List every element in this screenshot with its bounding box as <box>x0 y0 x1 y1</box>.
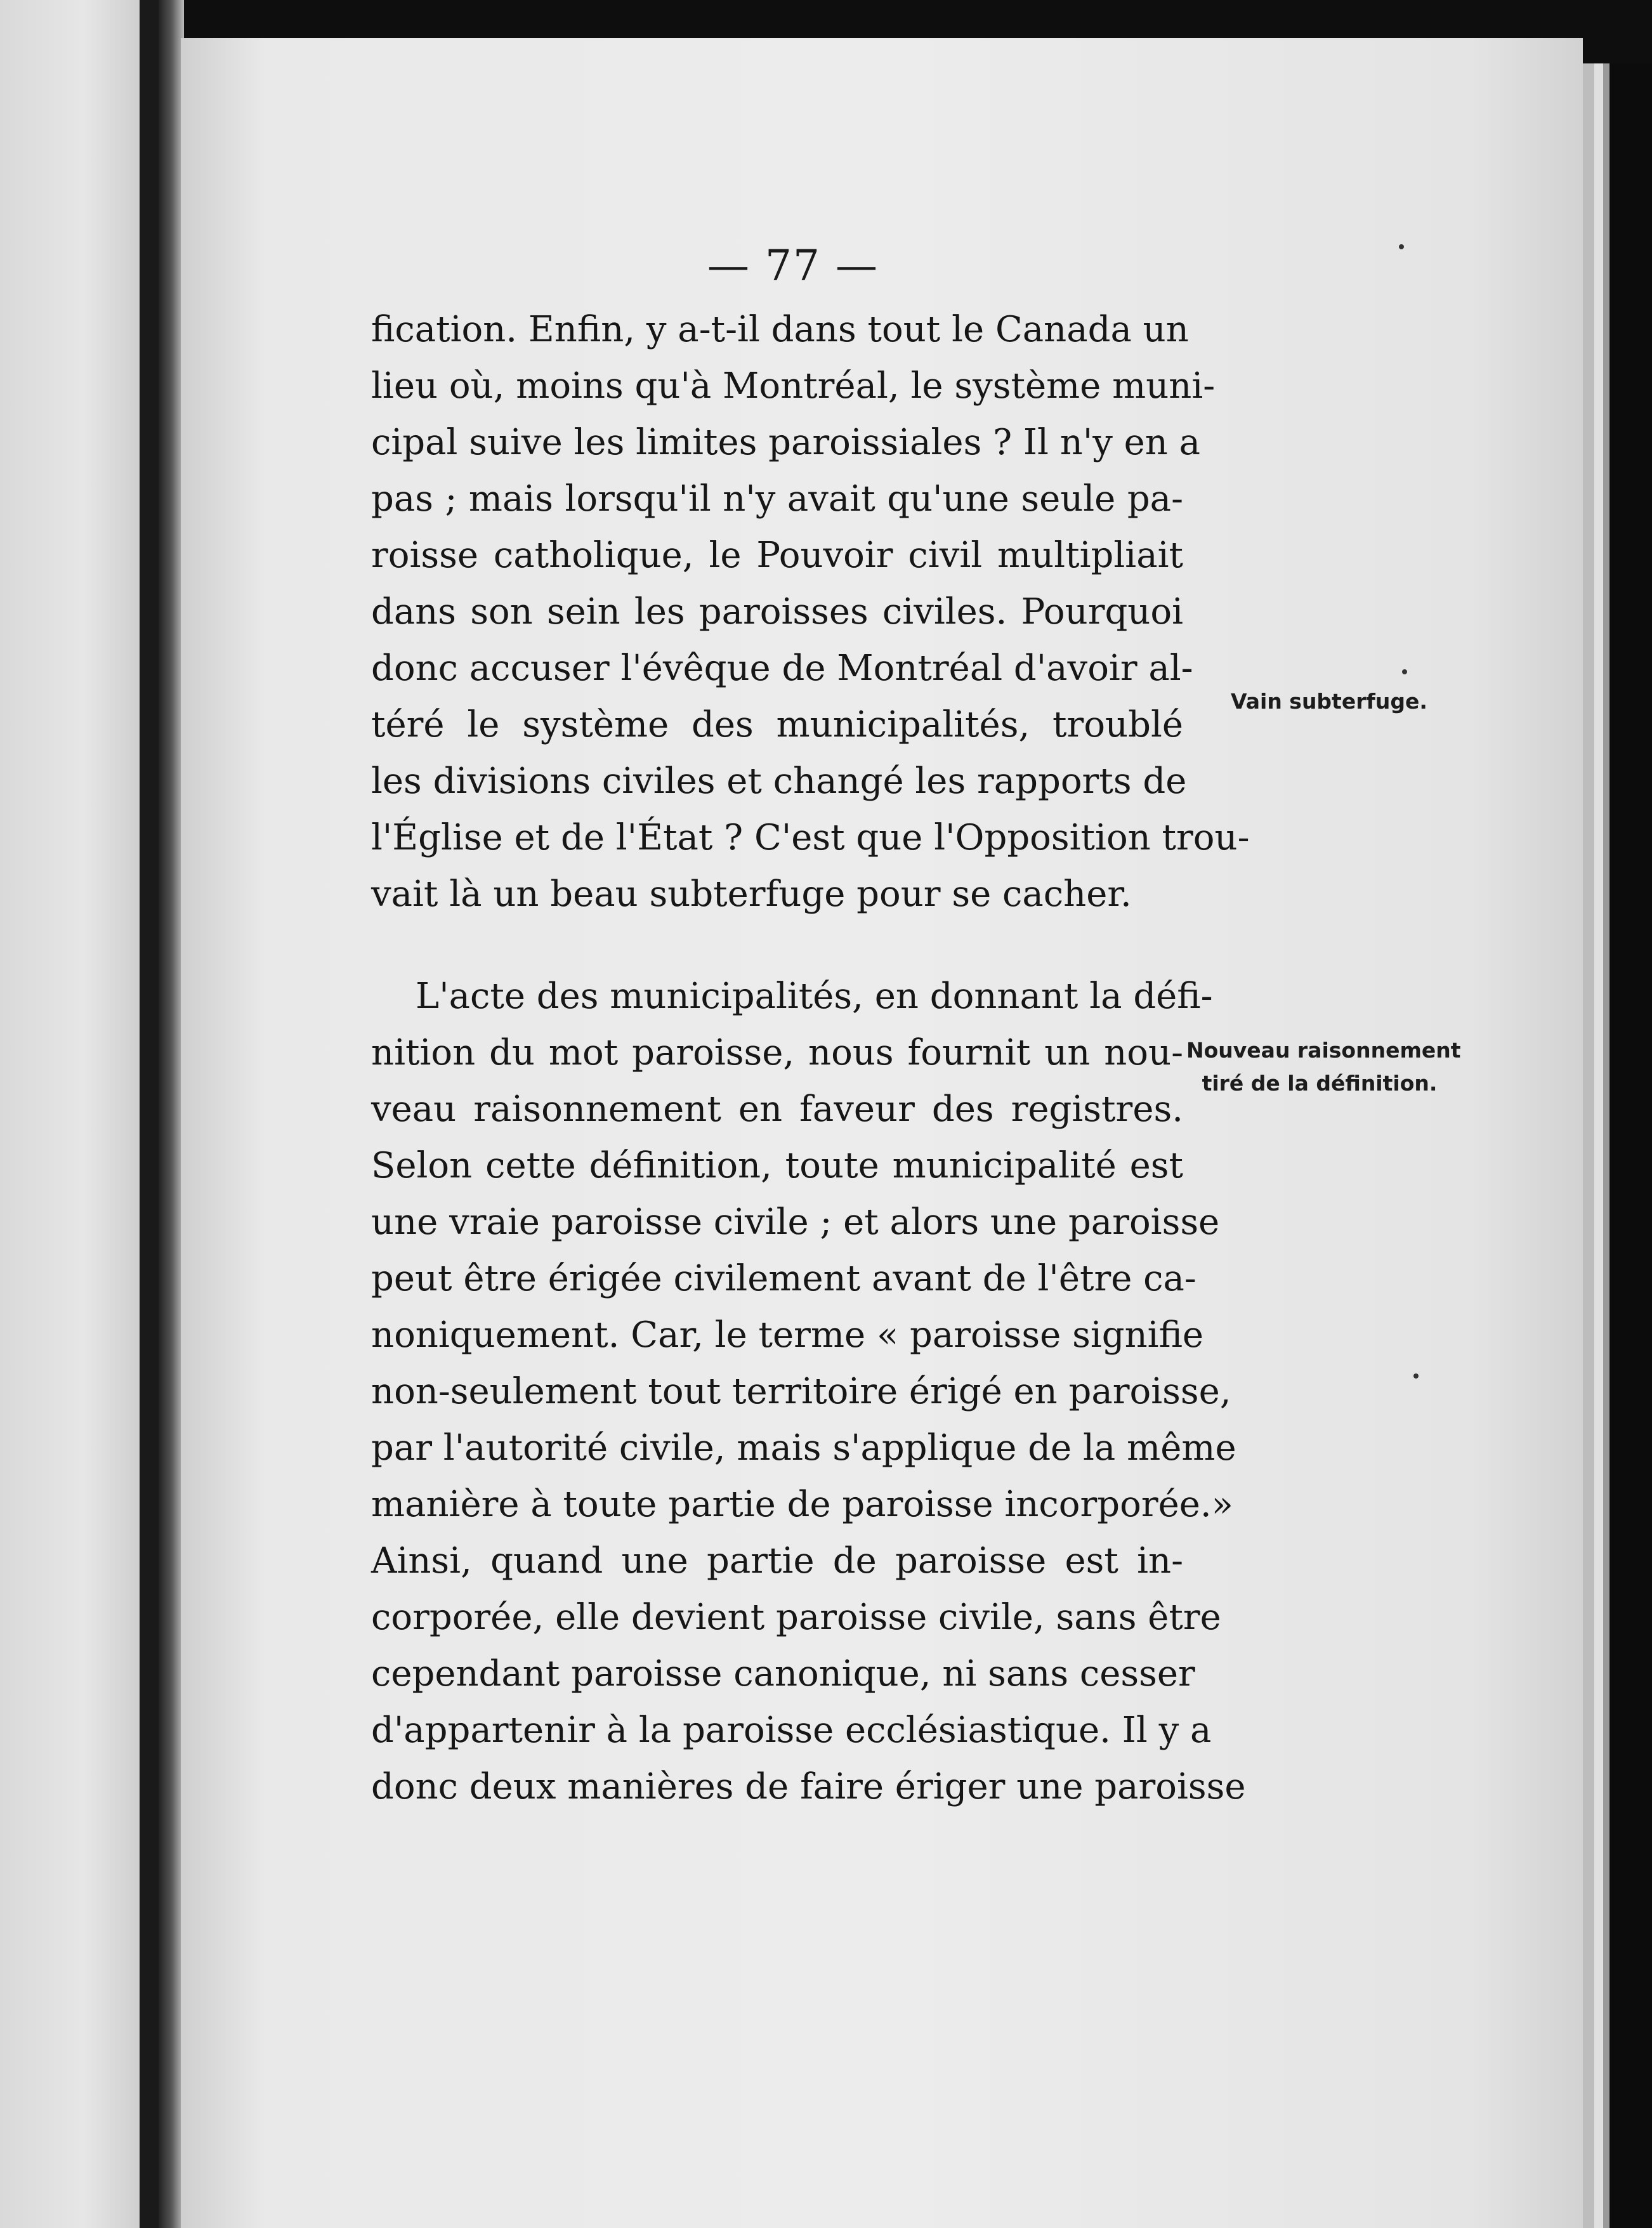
text-line: par l'autorité civile, mais s'applique de la même <box>371 1427 1236 1469</box>
ink-speck <box>1399 244 1404 249</box>
page-edge <box>1583 63 1594 2228</box>
text-line: noniquement. Car, le terme « paroisse signifie <box>371 1314 1204 1356</box>
text-line: fication. Enfin, y a-t-il dans tout le Canada un <box>371 309 1189 350</box>
ink-speck <box>1413 1373 1419 1379</box>
text-line: veau raisonnement en faveur des registres. <box>371 1089 1183 1130</box>
text-line: nition du mot paroisse, nous fournit un nou- <box>371 1032 1183 1073</box>
text-line: manière à toute partie de paroisse incorporée.» <box>371 1484 1233 1525</box>
text-line: corporée, elle devient paroisse civile, sans être <box>371 1597 1221 1638</box>
margin-note-line: Nouveau raisonnement <box>1186 1038 1461 1063</box>
text-line: donc accuser l'évêque de Montréal d'avoir al- <box>371 648 1193 689</box>
margin-note-vain-subterfuge: Vain subterfuge. <box>1231 689 1427 714</box>
text-line: d'appartenir à la paroisse ecclésiastique. Il y a <box>371 1710 1212 1751</box>
text-line: donc deux manières de faire ériger une paroisse <box>371 1766 1246 1807</box>
ink-speck <box>1402 669 1407 674</box>
page-edge <box>1603 63 1609 2228</box>
text-line: téré le système des municipalités, troublé <box>371 704 1183 745</box>
text-line: lieu où, moins qu'à Montréal, le système muni- <box>371 365 1216 407</box>
margin-note-nouveau-raisonnement <box>1186 1034 1461 1100</box>
text-line: pas ; mais lorsqu'il n'y avait qu'une seule pa- <box>371 478 1183 520</box>
text-line: une vraie paroisse civile ; et alors une paroisse <box>371 1202 1220 1243</box>
text-line: peut être érigée civilement avant de l'être ca- <box>371 1258 1196 1299</box>
text-line: roisse catholique, le Pouvoir civil multipliait <box>371 535 1183 576</box>
body-text <box>371 301 1250 1815</box>
text-line: vait là un beau subterfuge pour se cacher. <box>371 874 1132 915</box>
gutter-shadow <box>159 0 184 2228</box>
text-line: l'Église et de l'État ? C'est que l'Opposition trou- <box>371 817 1250 858</box>
page-number: — 77 — <box>707 241 879 290</box>
text-line: cipal suive les limites paroissiales ? Il n'y en a <box>371 422 1201 463</box>
text-line: cependant paroisse canonique, ni sans cesser <box>371 1653 1195 1694</box>
text-line: les divisions civiles et changé les rapports de <box>371 761 1187 802</box>
page-edge <box>1594 63 1603 2228</box>
paragraph-break <box>371 922 1183 968</box>
text-line: L'acte des municipalités, en donnant la défi- <box>416 976 1213 1017</box>
text-line: dans son sein les paroisses civiles. Pourquoi <box>371 591 1183 632</box>
scan-background <box>1609 63 1652 2228</box>
book-gutter <box>140 0 159 2228</box>
text-line: Ainsi, quand une partie de paroisse est in- <box>371 1540 1183 1582</box>
previous-page-edge <box>0 0 140 2228</box>
margin-note-line: tiré de la définition. <box>1202 1071 1438 1096</box>
text-line: Selon cette définition, toute municipalité est <box>371 1145 1183 1186</box>
text-line: non-seulement tout territoire érigé en paroisse, <box>371 1371 1231 1412</box>
